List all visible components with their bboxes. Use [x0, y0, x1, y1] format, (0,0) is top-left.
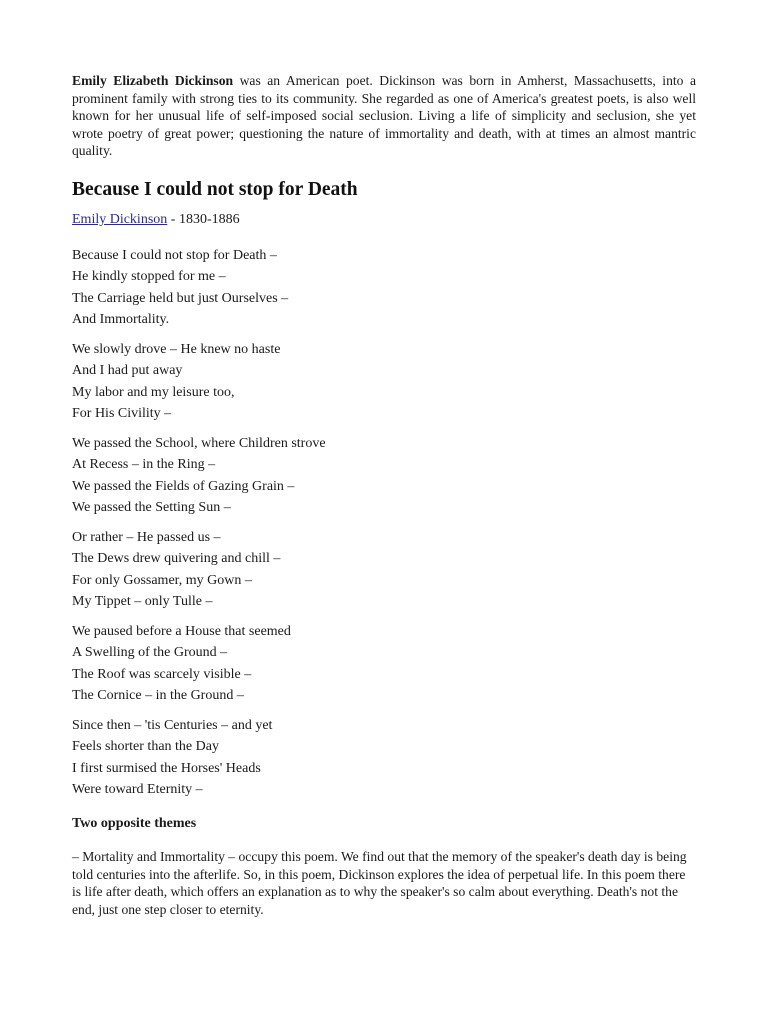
stanza-1: [72, 245, 696, 331]
poem-line: At Recess – in the Ring –: [72, 457, 216, 473]
themes-paragraph: – Mortality and Immortality – occupy this poem. We find out that the memory of the speaker's death day is being told centuries into the afterlife. So, in this poem, Dickinson explores the idea of perpetual life. In this poem there is life after death, which offers an explanation as to why the speaker's so calm about everything. Death's not the end, just one step closer to eternity.: [72, 848, 687, 917]
poem-line: The Cornice – in the Ground –: [72, 688, 244, 704]
stanza-4: [72, 527, 696, 613]
poem-line: Since then – 'tis Centuries – and yet: [72, 717, 273, 733]
poem-line: The Dews drew quivering and chill –: [72, 551, 281, 567]
poem-line: We passed the Fields of Gazing Grain –: [72, 478, 295, 494]
poem-line: We passed the Setting Sun –: [72, 500, 231, 516]
author-dates: - 1830-1886: [167, 211, 240, 227]
poem-line: The Roof was scarcely visible –: [72, 666, 252, 682]
byline: [72, 210, 696, 230]
poem-line: Because I could not stop for Death –: [72, 247, 277, 263]
poem-line: For only Gossamer, my Gown –: [72, 572, 252, 588]
poem-line: My labor and my leisure too,: [72, 384, 235, 400]
poem-line: And I had put away: [72, 363, 183, 379]
poem-line: We slowly drove – He knew no haste: [72, 341, 281, 357]
stanza-6: [72, 715, 696, 801]
poem-line: Feels shorter than the Day: [72, 739, 219, 755]
author-link[interactable]: Emily Dickinson: [72, 211, 168, 227]
intro-paragraph: [72, 72, 696, 160]
poem-line: The Carriage held but just Ourselves –: [72, 290, 289, 306]
stanza-3: [72, 433, 696, 519]
poem-title: Because I could not stop for Death: [72, 178, 358, 200]
poem-line: Or rather – He passed us –: [72, 529, 221, 545]
poem-body: [72, 245, 696, 801]
poem-line: We passed the School, where Children strove: [72, 435, 326, 451]
poem-line: Were toward Eternity –: [72, 782, 203, 798]
poem-line: And Immortality.: [72, 312, 170, 328]
stanza-5: [72, 621, 696, 707]
poem-line: He kindly stopped for me –: [72, 269, 226, 285]
poem-line: A Swelling of the Ground –: [72, 645, 228, 661]
poem-line: We paused before a House that seemed: [72, 623, 291, 639]
poem-line: I first surmised the Horses' Heads: [72, 760, 261, 776]
intro-text: was an American poet. Dickinson was born in Amherst, Massachusetts, into a prominent family with strong ties to its community. She regarded as one of America's greatest poets, is also well known for her unusual life of self-imposed social seclusion. Living a life of simplicity and seclusion, she yet wrote poetry of great power; questioning the nature of immortality and death, with at times an almost mantric quality.: [72, 73, 697, 159]
poem-line: My Tippet – only Tulle –: [72, 594, 213, 610]
themes-heading: Two opposite themes: [72, 815, 197, 831]
stanza-2: [72, 339, 696, 425]
poem-line: For His Civility –: [72, 406, 172, 422]
poet-full-name: Emily Elizabeth Dickinson: [72, 73, 234, 88]
